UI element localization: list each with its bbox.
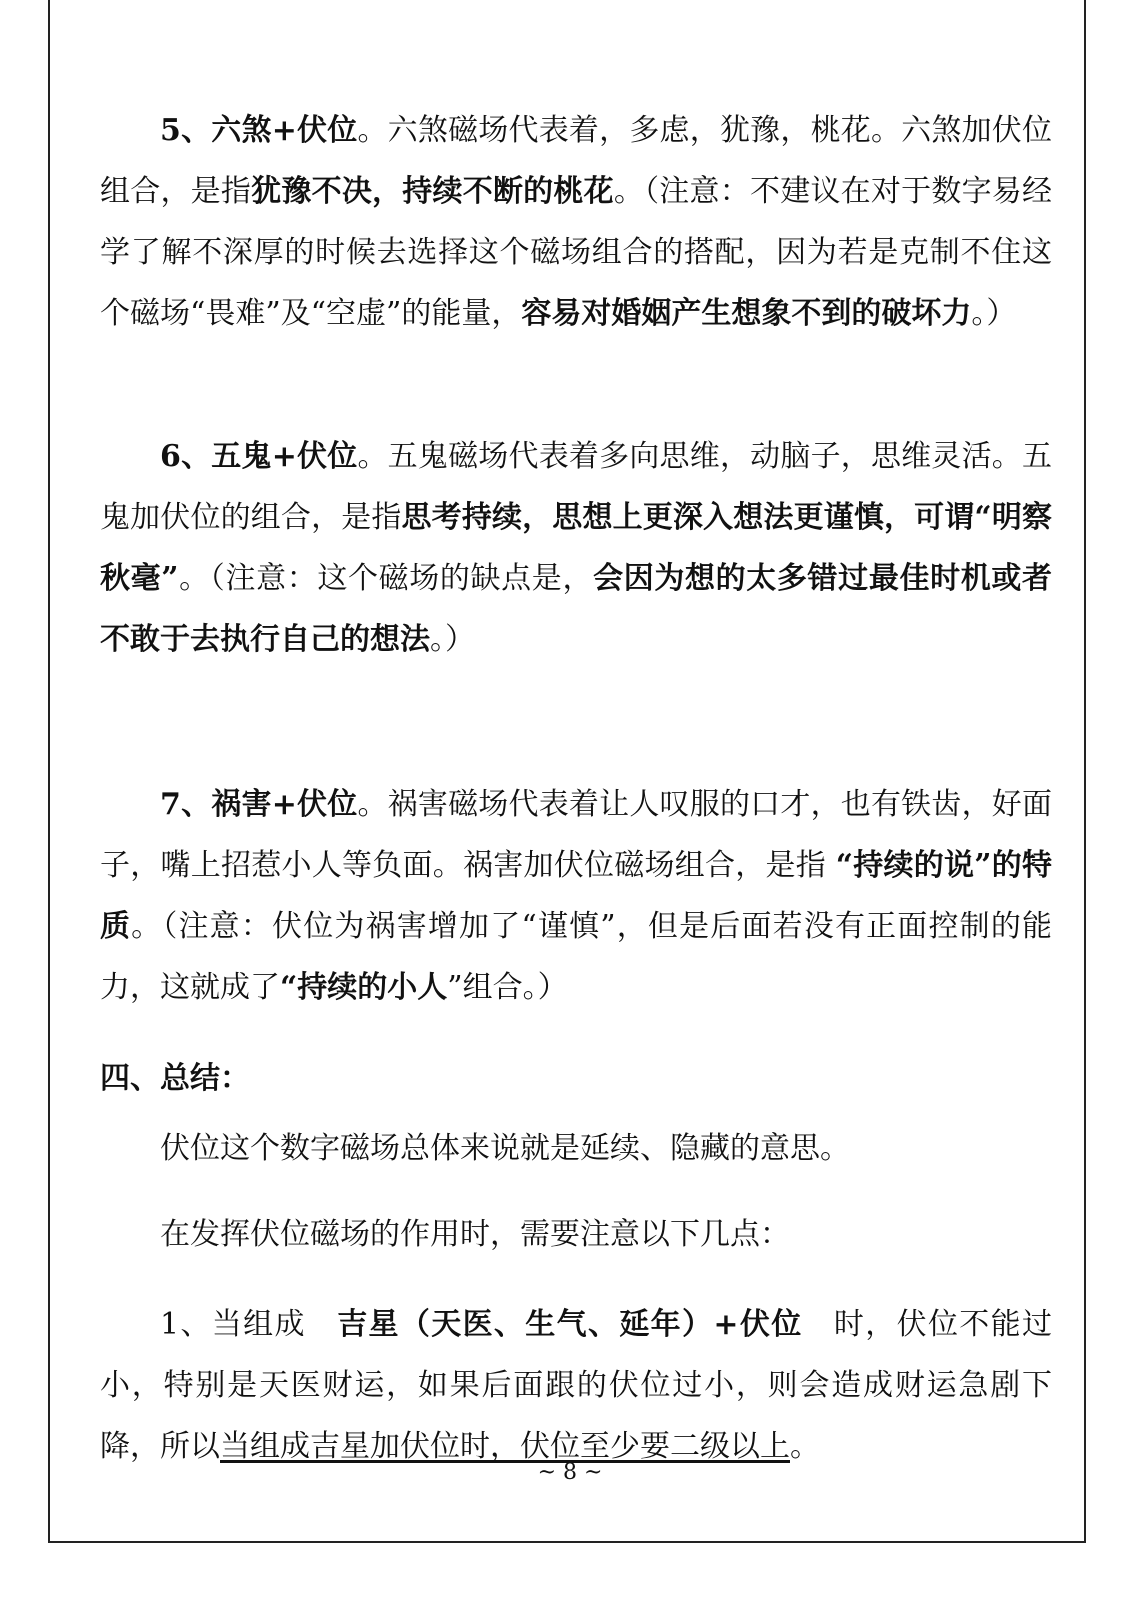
summary-paragraph-1: 伏位这个数字磁场总体来说就是延续、隐藏的意思。 [160,1131,850,1166]
page-border-right [1084,0,1086,1542]
page-border-left [48,0,50,1542]
item-6-bold-2: 会因为想的太多错过最佳时机或者不敢于去执行自己的想法 [100,561,1053,657]
summary-heading: 四、总结： [100,1061,250,1096]
paragraph-item-5 [100,100,1052,344]
item-5-bold-1: 犹豫不决，持续不断的桃花 [251,174,614,209]
item-5-text-3: 。） [971,296,1017,331]
item-6-bold-1: 思考持续，思想上更深入想法更谨慎，可谓“明察秋毫” [100,500,1052,596]
summary-paragraph-2: 在发挥伏位磁场的作用时，需要注意以下几点： [160,1217,790,1252]
item-6-text-1: 。五鬼磁场代表着多向思维，动脑子，思维灵活。五鬼加伏位的组合，是指 [100,439,1053,535]
item-7-bold-2: “持续的小人 [280,970,448,1005]
summary-p3-bold-1: 吉星（天医、生气、延年）+伏位 [335,1307,803,1342]
summary-paragraph-3 [100,1294,1052,1477]
item-7-text-1: 。祸害磁场代表着让人叹服的口才，也有铁齿，好面子，嘴上招惹小人等负面。祸害加伏位磁场组合，是指 [100,787,1053,883]
paragraph-item-7 [100,774,1052,1018]
item-6-title: 6、五鬼+伏位 [160,439,358,474]
item-7-bold-1: “持续的说”的特质 [100,848,1052,944]
summary-p3-text-2: 时，伏位不能过小，特别是天医财运，如果后面跟的伏位过小，则会造成财运急剧下降，所以 [100,1307,1053,1464]
summary-p3-text-1: 1、当组成 [160,1307,306,1342]
item-5-text-2: 。（注意：不建议在对于数字易经学了解不深厚的时候去选择这个磁场组合的搭配，因为若是克制不住这个磁场“畏难”及“空虚”的能量， [100,174,1053,331]
item-6-text-3: 。） [430,622,475,657]
paragraph-item-6 [100,426,1052,670]
item-7-text-3: ”组合。） [447,970,568,1005]
summary-p3-underline-1: 当组成吉星加伏位时，伏位至少要二级以上 [220,1429,790,1464]
item-5-bold-2: 容易对婚姻产生想象不到的破坏力 [521,296,972,331]
page-number: ~ 8 ~ [537,1460,603,1485]
item-6-text-2: 。（注意：这个磁场的缺点是， [178,561,594,596]
item-7-text-2: 。（注意：伏位为祸害增加了“谨慎”，但是后面若没有正面控制的能力，这就成了 [100,909,1052,1005]
summary-p3-text-3: 。 [790,1429,820,1464]
page-border-bottom [48,1541,1086,1543]
item-7-title: 7、祸害+伏位 [160,787,358,822]
item-5-text-1: 。六煞磁场代表着，多虑，犹豫，桃花。六煞加伏位组合，是指 [100,113,1053,209]
item-5-title: 5、六煞+伏位 [160,113,358,148]
